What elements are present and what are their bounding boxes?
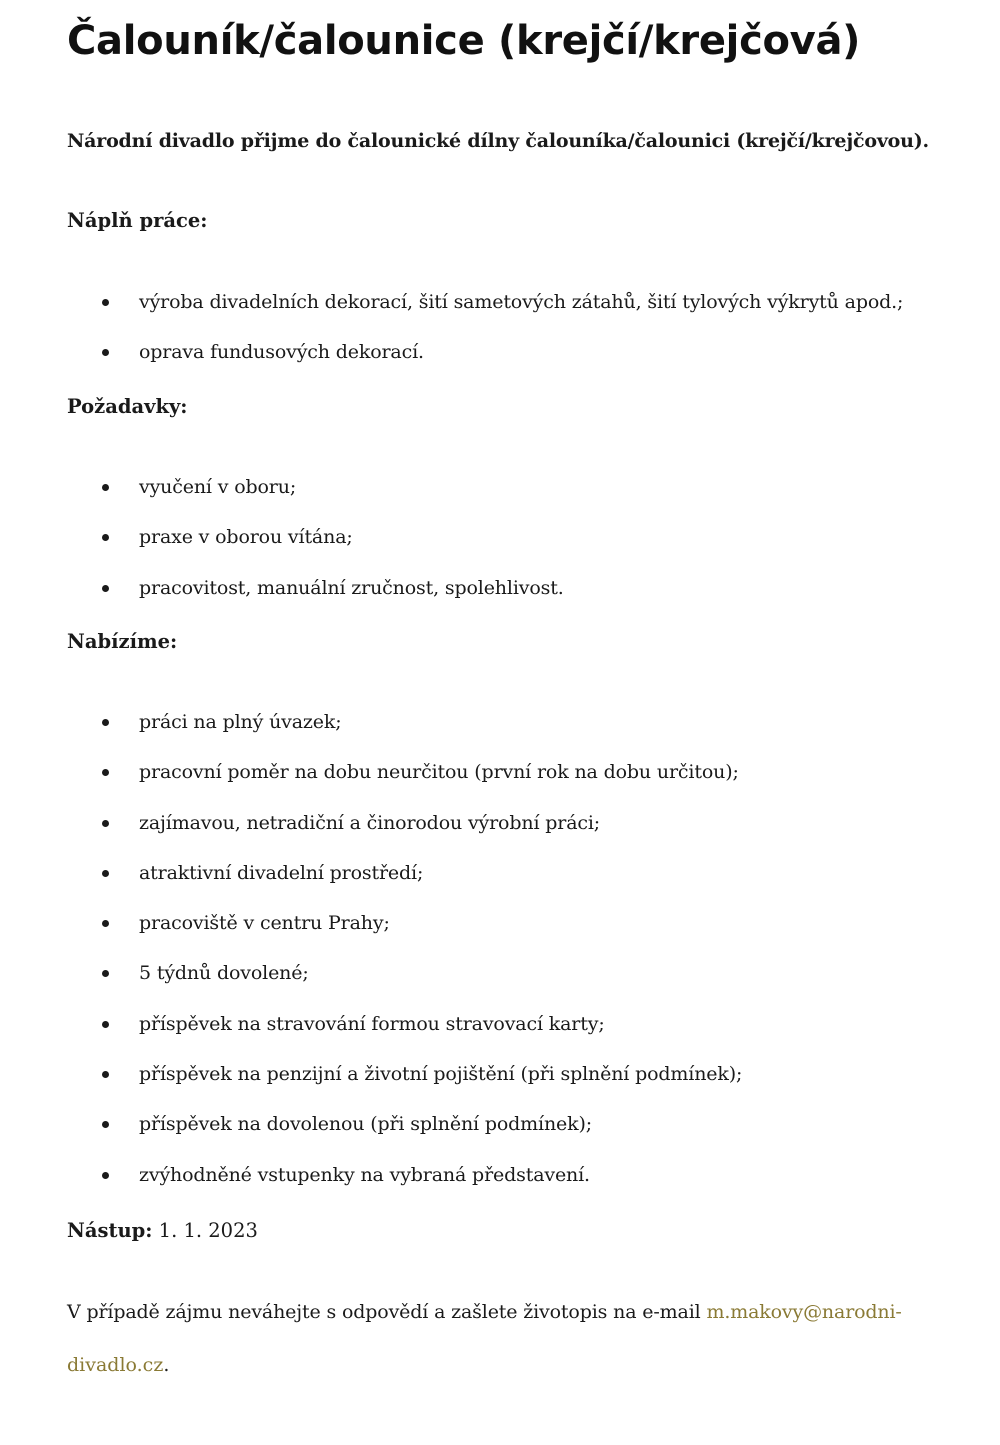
bullet-icon <box>102 769 109 776</box>
bullet-icon <box>102 820 109 827</box>
list-item: 5 týdnů dovolené; <box>67 959 742 1009</box>
list-item: zajímavou, netradiční a činorodou výrobní práci; <box>67 809 742 859</box>
contact-text-continued: divadlo.cz. <box>67 1354 170 1376</box>
list-item: práci na plný úvazek; <box>67 708 742 758</box>
requirements-list <box>67 473 564 624</box>
requirements-heading: Požadavky: <box>67 395 188 418</box>
duties-heading: Náplň práce: <box>67 209 208 232</box>
offer-heading: Nabízíme: <box>67 630 178 653</box>
page-title: Čalouník/čalounice (krejčí/krejčová) <box>67 18 861 64</box>
list-item: praxe v oborou vítána; <box>67 523 564 573</box>
list-item: příspěvek na dovolenou (při splnění podmínek); <box>67 1110 742 1160</box>
bullet-icon <box>102 1172 109 1179</box>
bullet-icon <box>102 299 109 306</box>
list-item: pracovitost, manuální zručnost, spolehlivost. <box>67 574 564 624</box>
bullet-icon <box>102 920 109 927</box>
start-value: 1. 1. 2023 <box>152 1219 258 1242</box>
email-link-continued[interactable]: divadlo.cz <box>67 1354 164 1376</box>
bullet-icon <box>102 1021 109 1028</box>
bullet-icon <box>102 1071 109 1078</box>
list-item: atraktivní divadelní prostředí; <box>67 859 742 909</box>
list-item: pracoviště v centru Prahy; <box>67 909 742 959</box>
intro-text: Národní divadlo přijme do čalounické dílny čalouníka/čalounici (krejčí/krejčovou). <box>67 130 929 152</box>
list-item: výroba divadelních dekorací, šití sametových zátahů, šití tylových výkrytů apod.; <box>67 288 903 338</box>
start-date <box>67 1217 258 1245</box>
bullet-icon <box>102 585 109 592</box>
contact-text: V případě zájmu neváhejte s odpovědí a zašlete životopis na e-mail m.makovy@narodni- <box>67 1301 902 1323</box>
bullet-icon <box>102 1121 109 1128</box>
bullet-icon <box>102 484 109 491</box>
list-item: vyučení v oboru; <box>67 473 564 523</box>
bullet-icon <box>102 970 109 977</box>
list-item: příspěvek na penzijní a životní pojištění (při splnění podmínek); <box>67 1060 742 1110</box>
bullet-icon <box>102 534 109 541</box>
bullet-icon <box>102 349 109 356</box>
list-item: oprava fundusových dekorací. <box>67 338 903 388</box>
duties-list <box>67 288 903 389</box>
offer-list <box>67 708 742 1211</box>
list-item: pracovní poměr na dobu neurčitou (první rok na dobu určitou); <box>67 758 742 808</box>
bullet-icon <box>102 719 109 726</box>
bullet-icon <box>102 870 109 877</box>
start-label: Nástup: <box>67 1219 153 1242</box>
list-item: příspěvek na stravování formou stravovací karty; <box>67 1010 742 1060</box>
list-item: zvýhodněné vstupenky na vybraná představení. <box>67 1161 742 1211</box>
email-link[interactable]: m.makovy@narodni- <box>706 1301 902 1323</box>
